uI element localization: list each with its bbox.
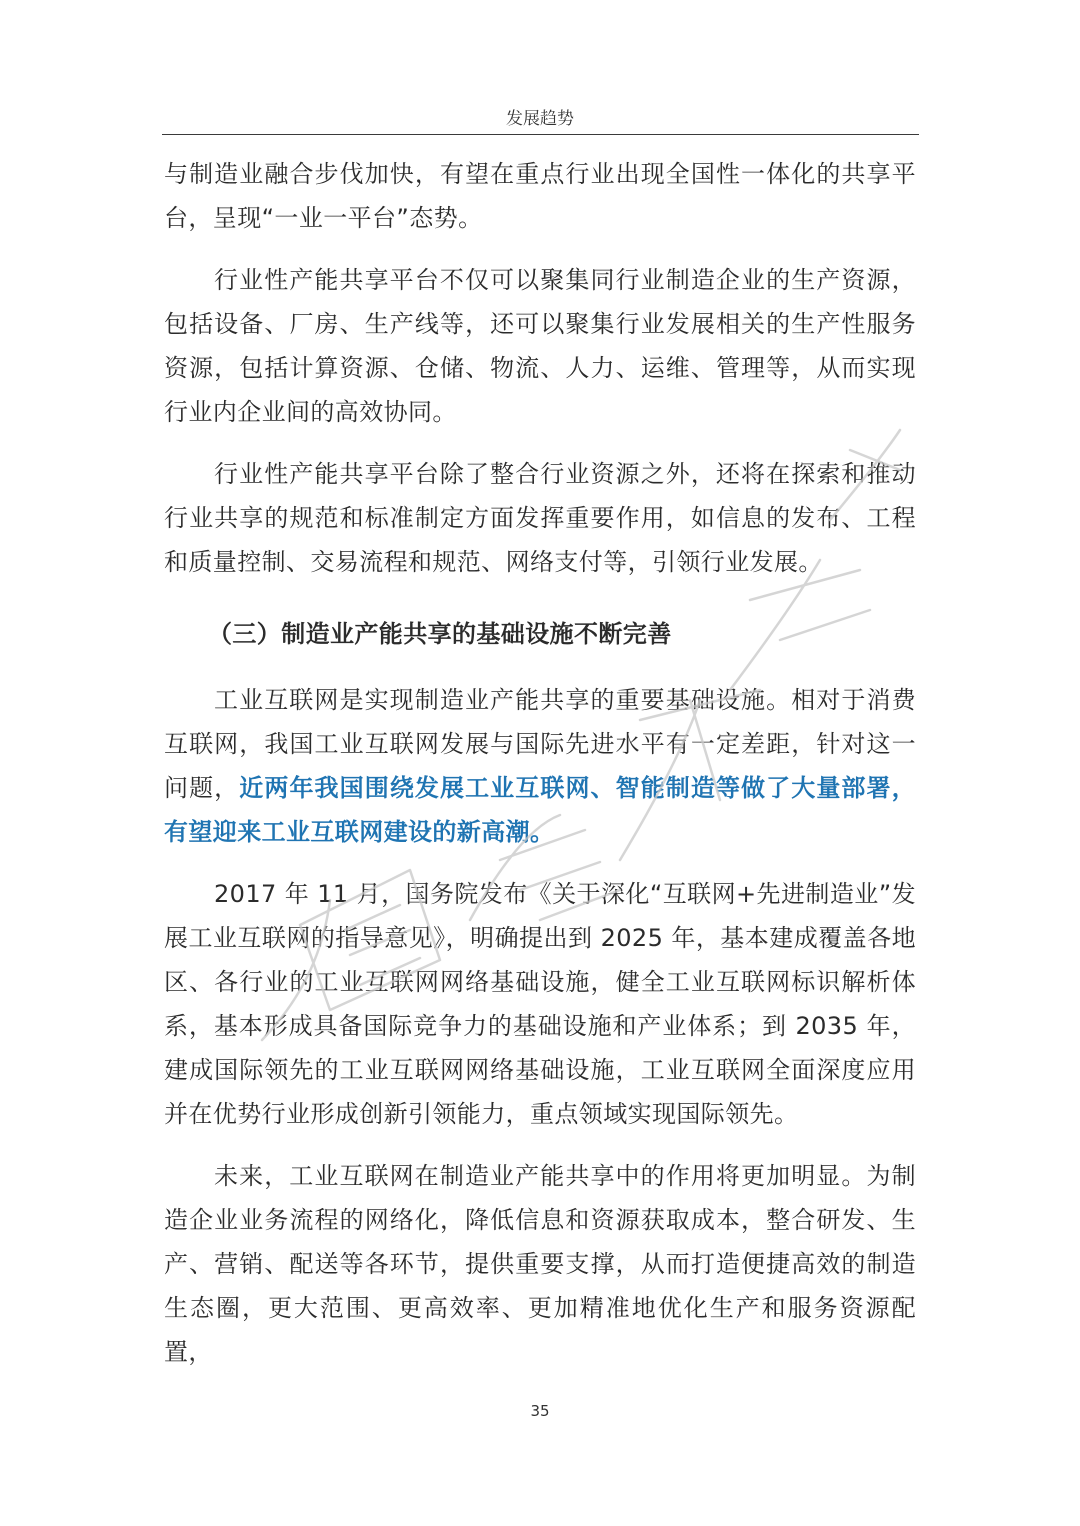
paragraph-5: 未来，工业互联网在制造业产能共享中的作用将更加明显。为制造企业业务流程的网络化，降低信息和资源获取成本，整合研发、生产、营销、配送等各环节，提供重要支撑，从而打造便捷高效的制造生态圈，更大范围、更高效率、更加精准地优化生产和服务资源配置， — [164, 1162, 916, 1366]
body-text — [164, 152, 916, 1374]
paragraph-2: 行业性产能共享平台除了整合行业资源之外，还将在探索和推动行业共享的规范和标准制定方面发挥重要作用，如信息的发布、工程和质量控制、交易流程和规范、网络支付等，引领行业发展。 — [164, 460, 916, 576]
highlighted-text: 近两年我国围绕发展工业互联网、智能制造等做了大量部署，有望迎来工业互联网建设的新高潮。 — [164, 774, 916, 846]
paragraph-continued: 与制造业融合步伐加快，有望在重点行业出现全国性一体化的共享平台，呈现“一业一平台”态势。 — [164, 160, 916, 232]
paragraph-3 — [164, 678, 916, 854]
page-number: 35 — [530, 1402, 550, 1420]
paragraph-4: 2017 年 11 月，国务院发布《关于深化“互联网+先进制造业”发展工业互联网的指导意见》，明确提出到 2025 年，基本建成覆盖各地区、各行业的工业互联网网络基础设施，健全工业互联网标识解析体系，基本形成具备国际竞争力的基础设施和产业体系；到 2035 年，建成国际领先的工业互联网网络基础设施，工业互联网全面深度应用并在优势行业形成创新引领能力，重点领域实现国际领先。 — [164, 880, 916, 1128]
section-heading: （三）制造业产能共享的基础设施不断完善 — [208, 620, 672, 648]
header-rule — [162, 134, 919, 135]
paragraph-1: 行业性产能共享平台不仅可以聚集同行业制造企业的生产资源，包括设备、厂房、生产线等，还可以聚集行业发展相关的生产性服务资源，包括计算资源、仓储、物流、人力、运维、管理等，从而实现行业内企业间的高效协同。 — [164, 266, 916, 426]
paragraph-3-lead: 工业互联网是实现制造业产能共享的重要基础设施。相对于消费互联网，我国工业互联网发展与国际先进水平有一定差距，针对这一问题， — [164, 686, 916, 802]
running-header: 发展趋势 — [506, 109, 574, 129]
